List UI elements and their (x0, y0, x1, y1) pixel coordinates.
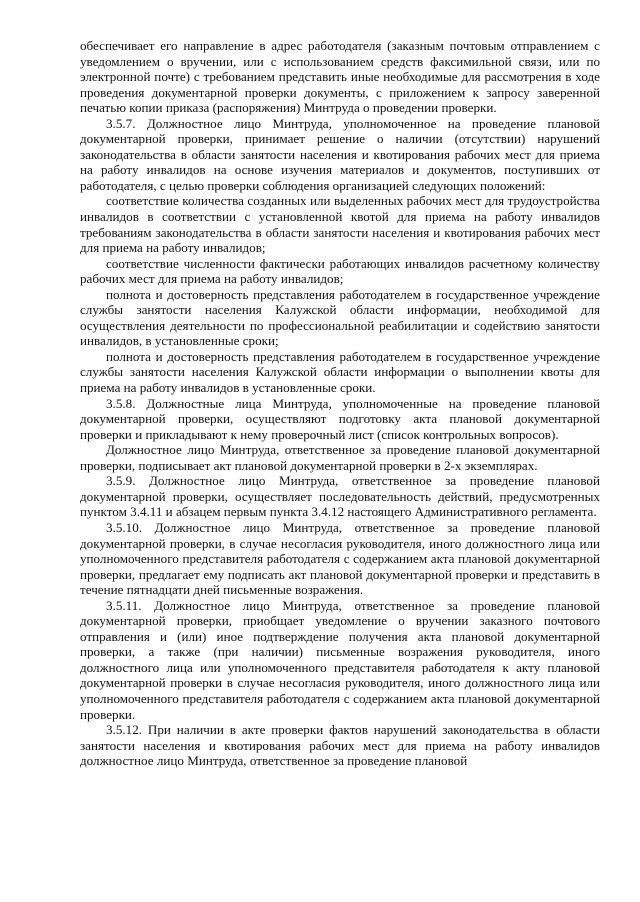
paragraph-3-5-11: 3.5.11. Должностное лицо Минтруда, ответственное за проведение плановой документарной проверки, приобщает уведомление о вручении заказного почтового отправления и (или) иное подтверждение получения акта плановой документарной проверки, а также (при наличии) письменные возражения руководителя, иного должностного лица или уполномоченного представителя работодателя к акту плановой документарной проверки в случае несогласия руководителя, иного должностного лица или уполномоченного представителя работодателя с содержанием акта плановой документарной проверки. (80, 597, 600, 722)
paragraph-headcount-compliance: соответствие численности фактически работающих инвалидов расчетному количеству рабочих мест для приема на работу инвалидов; (80, 255, 600, 287)
paragraph-3-5-12: 3.5.12. При наличии в акте проверки фактов нарушений законодательства в области занятости населения и квотирования рабочих мест для приема на работу инвалидов должностное лицо Минтруда, ответственное за проведение плановой (80, 722, 600, 769)
paragraph-rehabilitation-info: полнота и достоверность представления работодателем в государственное учреждение службы занятости населения Калужской области информации, необходимой для осуществления деятельности по профессиональной реабилитации и содействию занятости инвалидов, в установленные сроки; (80, 286, 600, 349)
paragraph-request-continuation: обеспечивает его направление в адрес работодателя (заказным почтовым отправлением с уведомлением о вручении, или с использованием средств факсимильной связи, или по электронной почте) с требованием представить иные необходимые для рассмотрения в ходе проведения документарной проверки документы, с приложением к запросу заверенной печатью копии приказа (распоряжения) Минтруда о проведении проверки. (80, 38, 600, 116)
paragraph-3-5-9: 3.5.9. Должностное лицо Минтруда, ответственное за проведение плановой документарной проверки, осуществляет последовательность действий, предусмотренных пунктом 3.4.11 и абзацем первым пункта 3.4.12 настоящего Административного регламента. (80, 473, 600, 520)
paragraph-3-5-10: 3.5.10. Должностное лицо Минтруда, ответственное за проведение плановой документарной проверки, в случае несогласия руководителя, иного должностного лица или уполномоченного представителя работодателя с содержанием акта плановой документарной проверки, предлагает ему подписать акт плановой документарной проверки и представить в течение пятнадцати дней письменные возражения. (80, 519, 600, 598)
paragraph-3-5-8: 3.5.8. Должностные лица Минтруда, уполномоченные на проведение плановой документарной проверки, осуществляют подготовку акта плановой документарной проверки и прикладывают к нему проверочный лист (список контрольных вопросов). (80, 395, 600, 442)
paragraph-3-5-7: 3.5.7. Должностное лицо Минтруда, уполномоченное на проведение плановой документарной проверки, принимает решение о наличии (отсутствии) нарушений законодательства в области занятости населения и квотирования рабочих мест для приема на работу инвалидов на основе изучения материалов и документов, поступивших от работодателя, с целью проверки соблюдения организацией следующих положений: (80, 115, 600, 193)
paragraph-quota-info: полнота и достоверность представления работодателем в государственное учреждение службы занятости населения Калужской области информации о выполнении квоты для приема на работу инвалидов в установленные сроки. (80, 348, 600, 396)
document-page (80, 38, 600, 888)
paragraph-act-signing: Должностное лицо Минтруда, ответственное за проведение плановой документарной проверки, подписывает акт плановой документарной проверки в 2-х экземплярах. (80, 442, 600, 473)
paragraph-quota-compliance: соответствие количества созданных или выделенных рабочих мест для трудоустройства инвалидов в соответствии с установленной квотой для приема на работу инвалидов требованиям законодательства в области занятости населения и квотирования рабочих мест для приема на работу инвалидов; (80, 193, 600, 256)
